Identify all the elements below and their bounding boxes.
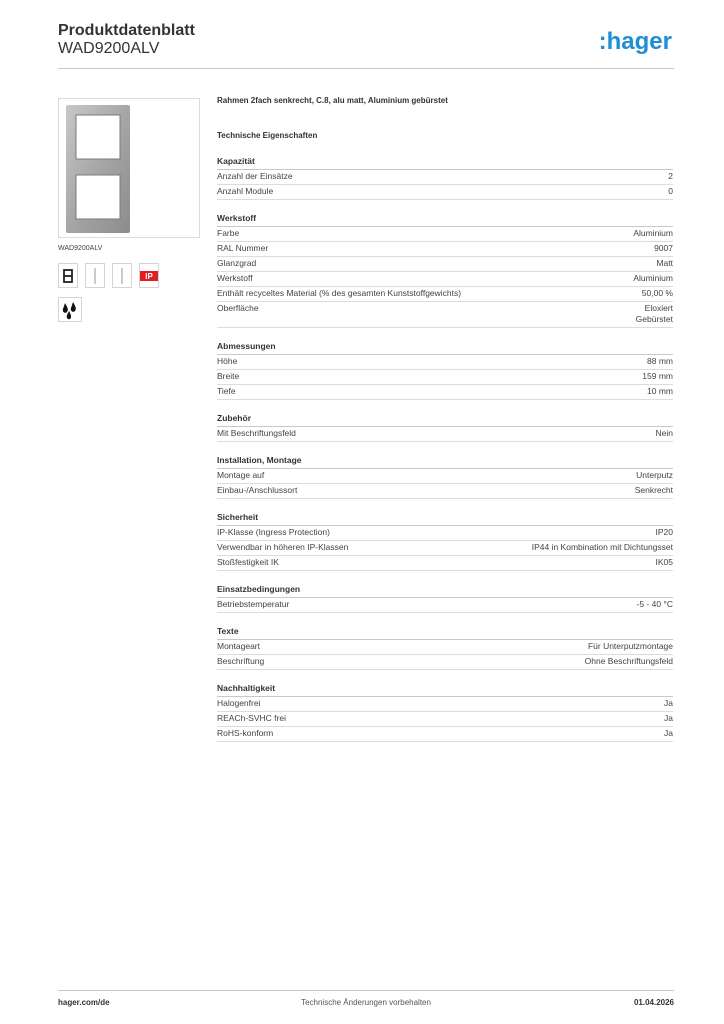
- spec-value: [635, 485, 673, 496]
- spec-label: Einbau-/Anschlussort: [217, 485, 298, 495]
- spec-label: Anzahl Module: [217, 186, 274, 196]
- footer-divider: [58, 990, 674, 991]
- spec-value-line: 159 mm: [642, 371, 673, 381]
- spec-group: [217, 413, 673, 442]
- spec-value: [656, 428, 673, 439]
- spec-row: [217, 484, 673, 499]
- spec-value: [656, 557, 674, 568]
- spec-row: [217, 712, 673, 727]
- spec-label: Montage auf: [217, 470, 265, 480]
- spec-value-line: 2: [668, 171, 673, 181]
- spec-label: IP-Klasse (Ingress Protection): [217, 527, 330, 537]
- spec-group-title: Werkstoff: [217, 213, 673, 227]
- spec-group-title: Nachhaltigkeit: [217, 683, 673, 697]
- spec-value: [633, 228, 673, 239]
- spec-label: Montageart: [217, 641, 260, 651]
- spec-value-line: IP44 in Kombination mit Dichtungsset: [531, 542, 673, 552]
- spec-label: Farbe: [217, 228, 240, 238]
- spec-value-line: IP20: [655, 527, 673, 537]
- product-caption: WAD9200ALV: [58, 245, 103, 252]
- spec-row: [217, 556, 673, 571]
- spec-value: [656, 258, 673, 269]
- spec-value: [668, 171, 673, 182]
- spec-group: [217, 455, 673, 499]
- svg-text::hager: :hager: [598, 28, 672, 55]
- spec-label: Enthält recyceltes Material (% des gesamten Kunststoffgewichts): [217, 288, 462, 298]
- spec-row: [217, 370, 673, 385]
- spec-label: Glanzgrad: [217, 258, 257, 268]
- spec-label: Oberfläche: [217, 303, 259, 313]
- spec-label: RoHS-konform: [217, 728, 274, 738]
- spec-group: [217, 683, 673, 742]
- spec-row: [217, 302, 673, 328]
- spec-row: [217, 427, 673, 442]
- spec-value: [636, 303, 673, 325]
- spec-value-line: Aluminium: [633, 273, 673, 283]
- spec-group-title: Texte: [217, 626, 673, 640]
- spec-value: [668, 186, 673, 197]
- spec-group-title: Einsatzbedingungen: [217, 584, 673, 598]
- spec-value-line: Gebürstet: [635, 314, 673, 324]
- spec-row: [217, 227, 673, 242]
- footer-website: hager.com/de: [58, 998, 110, 1007]
- product-media-column: [58, 98, 200, 322]
- spec-value: [654, 243, 673, 254]
- vertical-line-icon: [112, 263, 132, 288]
- spec-label: Betriebstemperatur: [217, 599, 290, 609]
- spec-value-line: Ja: [664, 698, 673, 708]
- spec-value-line: Ja: [664, 713, 673, 723]
- spec-value-line: -5 - 40 °C: [636, 599, 673, 609]
- frame-illustration: [59, 99, 199, 237]
- spec-row: [217, 541, 673, 556]
- spec-value: [664, 698, 673, 709]
- spec-value-line: 10 mm: [647, 386, 673, 396]
- spec-value-line: 0: [668, 186, 673, 196]
- spec-value-line: 50,00 %: [641, 288, 673, 298]
- spec-group: [217, 626, 673, 670]
- product-description: Rahmen 2fach senkrecht, C.8, alu matt, Aluminium gebürstet: [217, 96, 448, 105]
- spec-group: [217, 156, 673, 200]
- spec-row: [217, 727, 673, 742]
- document-title: Produktdatenblatt: [58, 22, 195, 39]
- spec-label: Halogenfrei: [217, 698, 261, 708]
- spec-row: [217, 355, 673, 370]
- feature-icons: [58, 263, 200, 288]
- spec-value-line: Matt: [656, 258, 673, 268]
- hager-logo: [586, 28, 674, 56]
- spec-label: Mit Beschriftungsfeld: [217, 428, 296, 438]
- digit-eight-icon: [58, 263, 78, 288]
- spec-value-line: Aluminium: [633, 228, 673, 238]
- spec-row: [217, 640, 673, 655]
- spec-group: [217, 584, 673, 613]
- svg-text:IP: IP: [145, 271, 153, 281]
- spec-group: [217, 512, 673, 571]
- ip-badge-icon: [139, 263, 159, 288]
- spec-row: [217, 272, 673, 287]
- spec-label: Anzahl der Einsätze: [217, 171, 293, 181]
- spec-label: REACh-SVHC frei: [217, 713, 286, 723]
- spec-group-title: Abmessungen: [217, 341, 673, 355]
- spec-value-line: Für Unterputzmontage: [587, 641, 673, 651]
- vertical-line-icon: [85, 263, 105, 288]
- spec-value-line: Ja: [664, 728, 673, 738]
- spec-group: [217, 341, 673, 400]
- spec-value: [656, 527, 674, 538]
- spec-value: [633, 273, 673, 284]
- feature-icons-row-2: [58, 297, 200, 322]
- spec-value: [647, 356, 673, 367]
- spec-row: [217, 598, 673, 613]
- spec-label: Höhe: [217, 356, 238, 366]
- spec-value-line: Unterputz: [636, 470, 673, 480]
- footer-disclaimer: Technische Änderungen vorbehalten: [301, 998, 431, 1007]
- spec-row: [217, 242, 673, 257]
- spec-value-line: Eloxiert: [644, 303, 673, 313]
- spec-row: [217, 655, 673, 670]
- document-footer: [58, 998, 674, 1010]
- spec-label: Beschriftung: [217, 656, 265, 666]
- spec-label: Tiefe: [217, 386, 236, 396]
- spec-label: Werkstoff: [217, 273, 253, 283]
- spec-value-line: Senkrecht: [634, 485, 673, 495]
- spec-value: [647, 386, 673, 397]
- spec-row: [217, 185, 673, 200]
- footer-date: 01.04.2026: [633, 998, 674, 1007]
- document-header: [58, 22, 674, 70]
- spec-group-title: Zubehör: [217, 413, 673, 427]
- spec-value: [642, 288, 673, 299]
- spec-group-title: Installation, Montage: [217, 455, 673, 469]
- spec-row: [217, 469, 673, 484]
- spec-value-line: 9007: [654, 243, 673, 253]
- spec-label: RAL Nummer: [217, 243, 269, 253]
- spec-row: [217, 170, 673, 185]
- product-image: [58, 98, 200, 238]
- specification-groups: [217, 156, 673, 742]
- spec-group-title: Kapazität: [217, 156, 673, 170]
- spec-label: Breite: [217, 371, 240, 381]
- spec-value: [585, 656, 673, 667]
- document-subtitle: WAD9200ALV: [58, 40, 160, 57]
- spec-value-line: Nein: [655, 428, 673, 438]
- spec-value: [637, 599, 673, 610]
- spec-row: [217, 385, 673, 400]
- spec-value: [664, 713, 673, 724]
- spec-value-line: IK05: [655, 557, 673, 567]
- spec-value: [588, 641, 673, 652]
- spec-row: [217, 287, 673, 302]
- header-divider: [58, 68, 674, 69]
- spec-value-line: Ohne Beschriftungsfeld: [584, 656, 673, 666]
- spec-value: [532, 542, 673, 553]
- spec-label: Stoßfestigkeit IK: [217, 557, 279, 567]
- spec-row: [217, 697, 673, 712]
- spec-value-line: 88 mm: [647, 356, 673, 366]
- spec-label: Verwendbar in höheren IP-Klassen: [217, 542, 349, 552]
- spec-value: [664, 728, 673, 739]
- spec-row: [217, 526, 673, 541]
- spec-row: [217, 257, 673, 272]
- specification-column: [217, 95, 673, 742]
- section-heading: Technische Eigenschaften: [217, 131, 318, 140]
- spec-value: [642, 371, 673, 382]
- spec-group-title: Sicherheit: [217, 512, 673, 526]
- water-drops-icon: [58, 297, 82, 322]
- spec-value: [636, 470, 673, 481]
- spec-group: [217, 213, 673, 328]
